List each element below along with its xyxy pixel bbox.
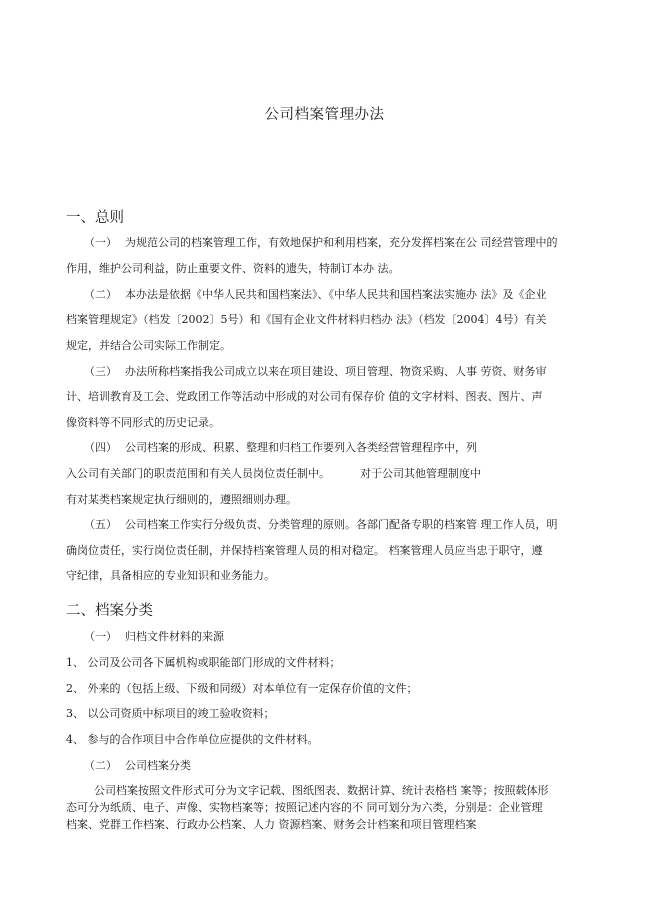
- section-heading-general: 一、总则: [66, 210, 124, 226]
- subsection-title: 公司档案分类: [125, 759, 191, 772]
- paragraph-text: 公司档案的形成、积累、整理和归档工作要列入各类经营管理程序中，列: [125, 441, 477, 454]
- paragraph-text: 入公司有关部门的职责范围和有关人员岗位责任制中。: [66, 467, 330, 480]
- paragraph-text: 公司档案工作实行分级负责、分类管理的原则。各部门配备专职的档案管 理工作人员，明: [125, 518, 558, 531]
- paragraph-line: 确岗位责任，实行岗位责任制，并保持档案管理人员的相对稳定。 档案管理人员应当忠于职守，遵: [66, 544, 543, 557]
- paragraph-line: 规定，并结合公司实际工作制定。: [66, 339, 231, 352]
- list-item: 3、 以公司资质中标项目的竣工验收资料；: [66, 707, 275, 720]
- paragraph-line: 计、培训教育及工会、党政团工作等活动中形成的对公司有保存价 值的文字材料、图表、图片、声: [66, 390, 543, 403]
- list-item: 1、 公司及公司各下属机构或职能部门形成的文件材料；: [66, 656, 341, 669]
- paragraph-line: 像资料等不同形式的历史记录。: [66, 416, 220, 429]
- paragraph-line: 公司档案按照文件形式可分为文字记载、图纸图表、数据计算、统计表格档 案等；按照载体形: [94, 784, 549, 797]
- paragraph-number: （一）: [84, 236, 117, 249]
- paragraph-text: 办法所称档案指我公司成立以来在项目建设、项目管理、物资采购、人事 劳资、财务审: [125, 365, 547, 378]
- paragraph-number: （三）: [84, 365, 117, 378]
- list-item: 4、 参与的合作项目中合作单位应提供的文件材料。: [66, 733, 319, 746]
- document-title: 公司档案管理办法: [264, 107, 385, 123]
- paragraph-number: （四）: [84, 441, 117, 454]
- paragraph-line: [84, 236, 558, 250]
- subsection-number: （二）: [84, 759, 117, 772]
- paragraph-number: （二）: [84, 288, 117, 301]
- section-heading-classification: 二、档案分类: [66, 603, 153, 619]
- paragraph-number: （五）: [84, 518, 117, 531]
- paragraph-line: [84, 365, 547, 379]
- paragraph-line: 守纪律，具备相应的专业知识和业务能力。: [66, 569, 275, 582]
- list-item: 2、 外来的（包括上级、下级和同级）对本单位有一定保存价值的文件；: [66, 682, 418, 695]
- paragraph-line: 有对某类档案规定执行细则的，遵照细则办理。: [66, 493, 297, 506]
- paragraph-text: 本办法是依据《中华人民共和国档案法》、《中华人民共和国档案法实施办 法》及《企业: [125, 288, 547, 301]
- paragraph-line: 作用，维护公司利益，防止重要文件、资料的遗失，特制订本办 法。: [66, 262, 400, 275]
- paragraph-line: [84, 518, 558, 532]
- subsection-title: 归档文件材料的来源: [125, 630, 224, 643]
- paragraph-line: 态可分为纸质、电子、声像、实物档案等；按照记述内容的不 同可划分为六类，分别是：企业管理: [66, 801, 543, 814]
- paragraph-line: 档案管理规定》（档发〔2002〕5号）和《国有企业文件材料归档办 法》（档发〔2004〕4号）有关: [66, 313, 547, 326]
- paragraph-text: 为规范公司的档案管理工作，有效地保护和利用档案，充分发挥档案在公 司经营管理中的: [125, 236, 558, 249]
- paragraph-line: [66, 467, 481, 481]
- paragraph-text: 对于公司其他管理制度中: [360, 467, 481, 480]
- subsection-heading: [84, 630, 224, 644]
- paragraph-line: 档案、党群工作档案、行政办公档案、人力 资源档案、财务会计档案和项目管理档案: [66, 818, 477, 831]
- paragraph-line: [84, 288, 547, 302]
- paragraph-line: [84, 441, 477, 455]
- subsection-number: （一）: [84, 630, 117, 643]
- subsection-heading: [84, 759, 191, 773]
